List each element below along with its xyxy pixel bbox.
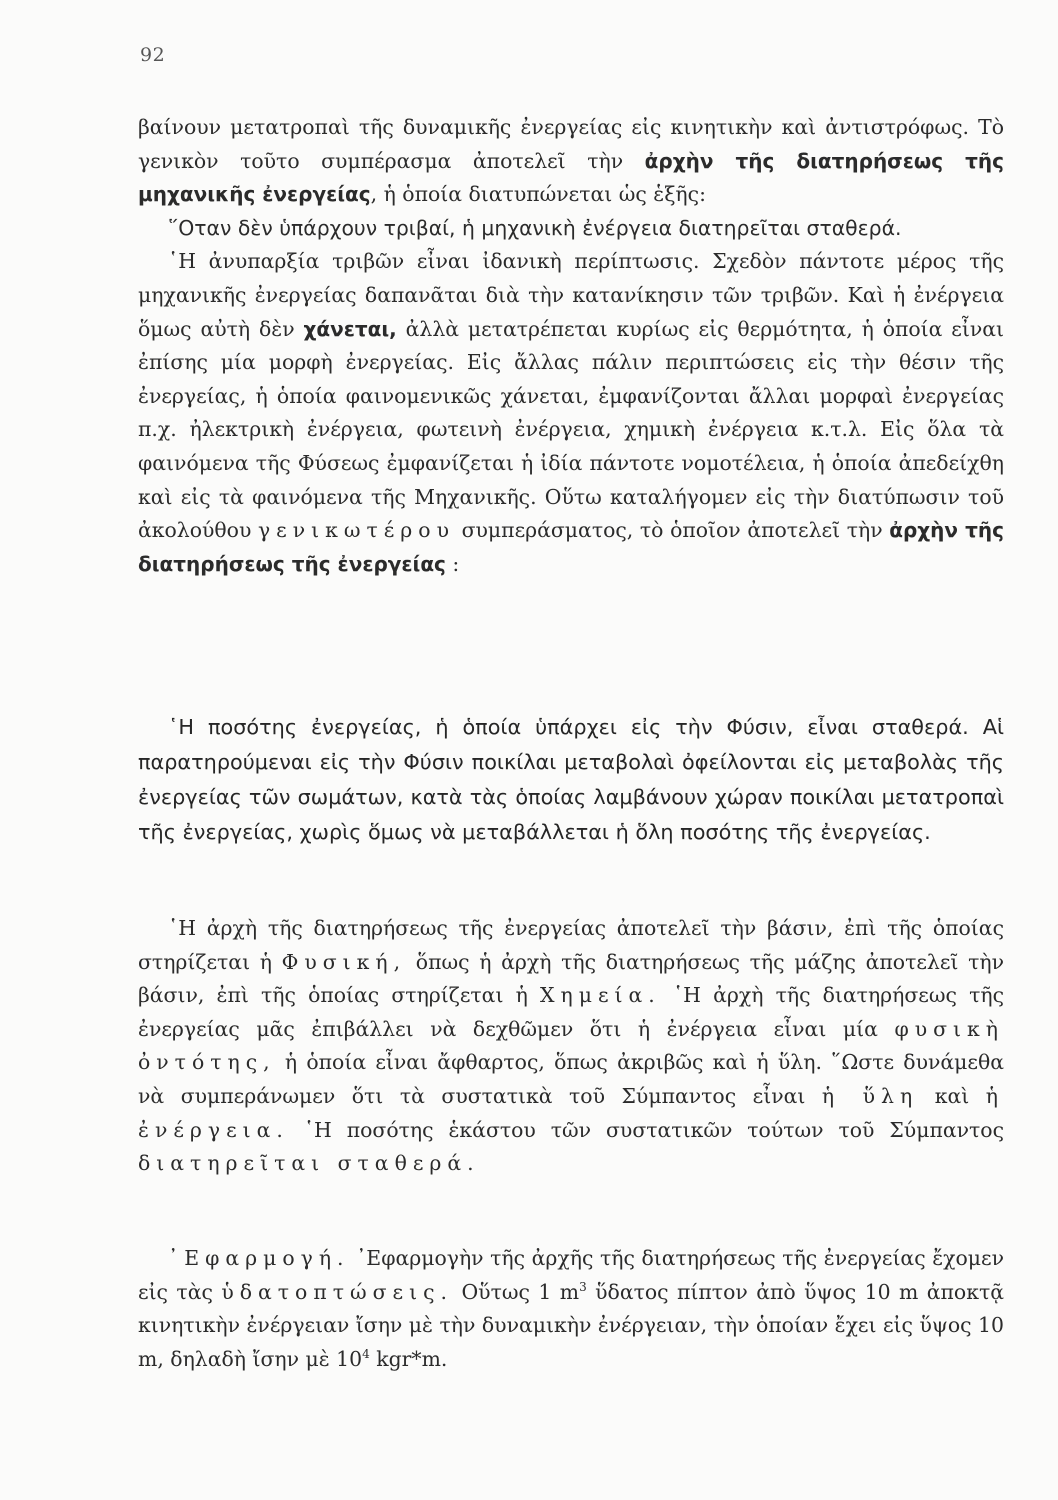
text-block-application	[138, 1242, 1004, 1376]
text-run: ῾Η ἀρχὴ τῆς διατηρήσεως τῆς ἐνεργείας ἀποτελεῖ τὴν βάσιν, ἐπὶ τῆς ὁποίας στηρίζεται ἡ	[138, 916, 1004, 974]
principle-statement: ῞Οταν δὲν ὑπάρχουν τριβαί, ἡ μηχανικὴ ἐνέργεια διατηρεῖται σταθερά.	[168, 215, 902, 240]
superscript: 3	[579, 1279, 587, 1294]
spaced-term: ἡ ὕλη	[821, 1083, 919, 1108]
text-run: ᾿Εφαρμογὴν τῆς ἀρχῆς τῆς διατηρήσεως τῆς ἐνεργείας ἔχομεν εἰς τὰς	[138, 1246, 1004, 1304]
spaced-term: γενικωτέρου	[257, 518, 455, 543]
text-run: ῾Η ποσότης ἑκάστου τῶν συστατικῶν τούτων τοῦ Σύμπαντος	[288, 1117, 1004, 1142]
spaced-term: Φυσική,	[281, 949, 407, 974]
text-block-conservation-mechanical	[138, 111, 1004, 581]
superscript: 4	[362, 1346, 370, 1361]
text-block-physics-basis	[138, 912, 1004, 1181]
bold-term: χάνεται,	[303, 316, 397, 341]
text-run: Οὕτως 1 m	[453, 1279, 580, 1304]
text-block-principle-energy	[138, 710, 1004, 850]
text-run: ἡ ὁποία εἶναι ἄφθαρτος, ὅπως ἀκριβῶς καὶ ἡ ὕλη. ῞Ωστε δυνάμεθα νὰ συμπεράνωμεν ὅτι τὰ συστατικὰ τοῦ Σύμπαντος εἶναι	[138, 1050, 1004, 1108]
spaced-term: ὑδατοπτώσεις.	[221, 1279, 454, 1304]
spaced-term: Χημεία.	[539, 983, 661, 1008]
spaced-term: ᾿Εφαρμογή.	[168, 1246, 350, 1270]
paragraph	[138, 912, 1004, 1181]
text-run: :	[445, 551, 460, 576]
text-run: βαίνουν μετατροπαὶ τῆς δυναμικῆς ἐνεργείας εἰς κινητικὴν καὶ ἀντιστρόφως. Τὸ γενικὸν τοῦτο συμπέρασμα ἀποτελεῖ τὴν	[138, 115, 1004, 173]
paragraph	[138, 1242, 1004, 1376]
bold-term: ἀρχὴν τῆς διατηρήσεως τῆς ἐνεργείας	[138, 518, 1004, 576]
text-run: ὕδατος πίπτον ἀπὸ ὕψος 10 m ἀποκτᾷ κινητικὴν ἐνέργειαν ἴσην μὲ τὴν δυναμικὴν ἐνέργειαν, τὴν ὁποίαν ἔχει εἰς ὕψος 10 m, δηλαδὴ ἴσην μὲ 10	[138, 1279, 1004, 1371]
text-run: kgr*m.	[369, 1346, 448, 1371]
text-run: , ἡ ὁποία διατυπώνεται ὡς ἑξῆς:	[370, 182, 706, 207]
spaced-term: ἡ ἐνέργεια.	[138, 1083, 1004, 1142]
text-run: καὶ	[918, 1083, 986, 1108]
principle-statement: ῾Η ποσότης ἐνεργείας, ἡ ὁποία ὑπάρχει εἰς τὴν Φύσιν, εἶναι σταθερά. Αἱ παρατηρούμεναι εἰς τὴν Φύσιν ποικίλαι μεταβολαὶ ὀφείλονται εἰς μεταβολὰς τῆς ἐνεργείας τῶν σωμάτων, κατὰ τὰς ὁποίας λαμβάνουν χώραν ποικίλαι μετατροπαὶ τῆς ἐνεργείας, χωρὶς ὅμως νὰ μεταβάλλεται ἡ ὅλη ποσότης τῆς ἐνεργείας.	[138, 715, 1004, 844]
page-number: 92	[140, 44, 166, 66]
bold-term: ἀρχὴν τῆς διατηρήσεως τῆς μηχανικῆς ἐνεργείας	[138, 148, 1004, 207]
text-run: ῾Η ἀνυπαρξία τριβῶν εἶναι ἰδανικὴ περίπτωσις. Σχεδὸν πάντοτε μέρος τῆς μηχανικῆς ἐνεργείας δαπανᾶται διὰ τὴν κατανίκησιν τῶν τριβῶν. Καὶ ἡ ἐνέργεια ὅμως αὐτὴ δὲν	[138, 249, 1004, 341]
spaced-term: διατηρεῖται σταθερά.	[138, 1151, 480, 1176]
spaced-term: φυσικὴ ὀντότης,	[138, 1016, 1004, 1075]
text-run: ὅπως ἡ ἀρχὴ τῆς διατηρήσεως τῆς μάζης ἀποτελεῖ τὴν βάσιν, ἐπὶ τῆς ὁποίας στηρίζεται ἡ	[138, 949, 1004, 1008]
text-run: συμπεράσματος, τὸ ὁποῖον ἀποτελεῖ τὴν	[454, 518, 890, 543]
paragraph	[138, 111, 1004, 212]
paragraph	[138, 245, 1004, 581]
text-run: ῾Η ἀρχὴ τῆς διατηρήσεως τῆς ἐνεργείας μᾶς ἐπιβάλλει νὰ δεχθῶμεν ὅτι ἡ ἐνέργεια εἶναι μία	[138, 983, 1004, 1041]
text-run: ἀλλὰ μετατρέπεται κυρίως εἰς θερμότητα, ἡ ὁποία εἶναι ἐπίσης μία μορφὴ ἐνεργείας. Εἰς ἄλλας πάλιν περιπτώσεις εἰς τὴν θέσιν τῆς ἐνεργείας, ἡ ὁποία φαινομενικῶς χάνεται, ἐμφανίζονται ἄλλαι μορφαὶ ἐνεργείας π.χ. ἠλεκτρικὴ ἐνέργεια, φωτεινὴ ἐνέργεια, χημικὴ ἐνέργεια κ.τ.λ. Εἰς ὅλα τὰ φαινόμενα τῆς Φύσεως ἐμφανίζεται ἡ ἰδία πάντοτε νομοτέλεια, ἡ ὁποία ἀπεδείχθη καὶ εἰς τὰ φαινόμενα τῆς Μηχανικῆς. Οὕτω καταλήγομεν εἰς τὴν διατύπωσιν τοῦ ἀκολούθου	[138, 316, 1005, 543]
